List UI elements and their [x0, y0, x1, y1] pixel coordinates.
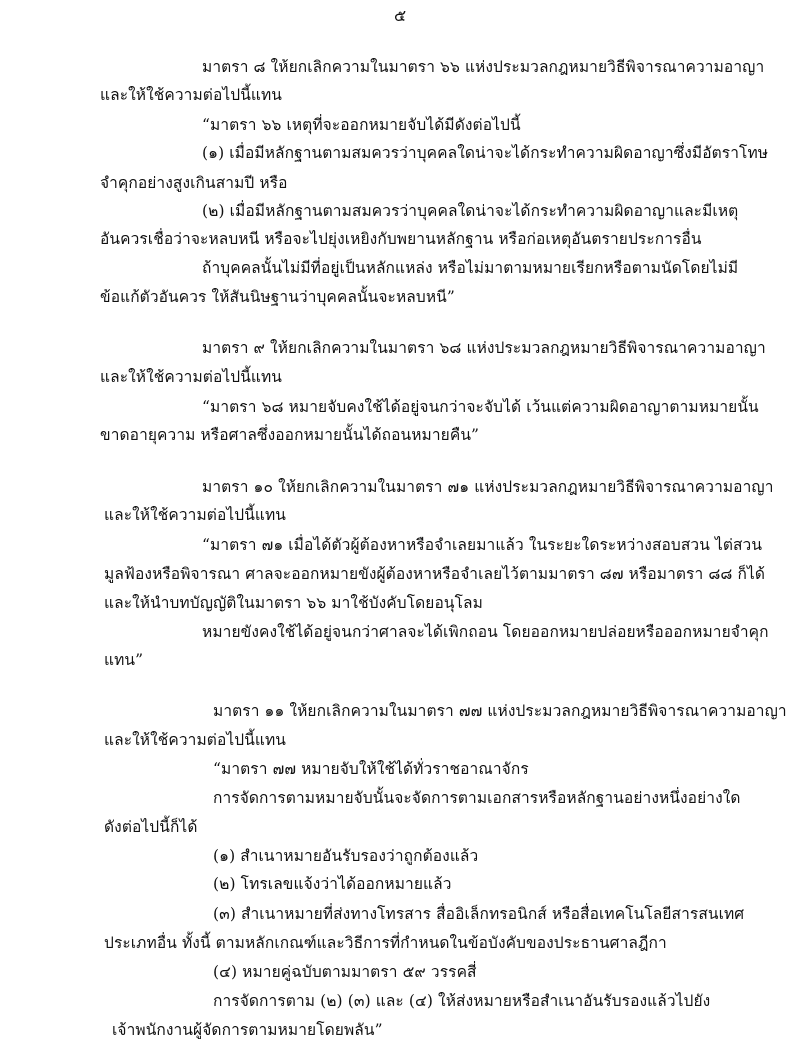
text-line: (๑) เมื่อมีหลักฐานตามสมควรว่าบุคคลใดน่าจะได้กระทำความผิดอาญาซึ่งมีอัตราโทษ [202, 144, 769, 162]
text-line: จำคุกอย่างสูงเกินสามปี หรือ [100, 174, 288, 192]
text-line: เจ้าพนักงานผู้จัดการตามหมายโดยพลัน” [112, 1021, 383, 1039]
text-line: ขาดอายุความ หรือศาลซึ่งออกหมายนั้นได้ถอนหมายคืน” [100, 426, 480, 444]
text-line: และให้ใช้ความต่อไปนี้แทน [104, 731, 286, 749]
text-line: “มาตรา ๗๑ เมื่อได้ตัวผู้ต้องหาหรือจำเลยมาแล้ว ในระยะใดระหว่างสอบสวน ไต่สวน [202, 536, 763, 554]
text-line: อันควรเชื่อว่าจะหลบหนี หรือจะไปยุ่งเหยิงกับพยานหลักฐาน หรือก่อเหตุอันตรายประการอื่น [100, 230, 702, 248]
section-8-heading: มาตรา ๘ ให้ยกเลิกความในมาตรา ๖๖ แห่งประมวลกฎหมายวิธีพิจารณาความอาญา [202, 58, 765, 76]
text-line: และให้นำบทบัญญัติในมาตรา ๖๖ มาใช้บังคับโดยอนุโลม [104, 594, 483, 612]
text-line: (๒) เมื่อมีหลักฐานตามสมควรว่าบุคคลใดน่าจะได้กระทำความผิดอาญาและมีเหตุ [202, 202, 739, 220]
section-11-heading: มาตรา ๑๑ ให้ยกเลิกความในมาตรา ๗๗ แห่งประมวลกฎหมายวิธีพิจารณาความอาญา [213, 702, 787, 720]
text-line: การจัดการตามหมายจับนั้นจะจัดการตามเอกสารหรือหลักฐานอย่างหนึ่งอย่างใด [213, 789, 741, 807]
text-line: ถ้าบุคคลนั้นไม่มีที่อยู่เป็นหลักแหล่ง หรือไม่มาตามหมายเรียกหรือตามนัดโดยไม่มี [202, 259, 739, 277]
text-line: “มาตรา ๖๖ เหตุที่จะออกหมายจับได้มีดังต่อไปนี้ [202, 116, 521, 134]
text-line: และให้ใช้ความต่อไปนี้แทน [100, 86, 282, 104]
text-line: “มาตรา ๖๘ หมายจับคงใช้ได้อยู่จนกว่าจะจับได้ เว้นแต่ความผิดอาญาตามหมายนั้น [202, 398, 759, 416]
text-line: ประเภทอื่น ทั้งนี้ ตามหลักเกณฑ์และวิธีการที่กำหนดในข้อบังคับของประธานศาลฎีกา [104, 934, 667, 952]
text-line: ข้อแก้ตัวอันควร ให้สันนิษฐานว่าบุคคลนั้นจะหลบหนี” [100, 288, 455, 306]
text-line: “มาตรา ๗๗ หมายจับให้ใช้ได้ทั่วราชอาณาจักร [213, 760, 529, 778]
text-line: การจัดการตาม (๒) (๓) และ (๔) ให้ส่งหมายหรือสำเนาอันรับรองแล้วไปยัง [213, 992, 711, 1010]
text-line: แทน” [104, 651, 144, 669]
section-10-heading: มาตรา ๑๐ ให้ยกเลิกความในมาตรา ๗๑ แห่งประมวลกฎหมายวิธีพิจารณาความอาญา [202, 478, 774, 496]
section-9-heading: มาตรา ๙ ให้ยกเลิกความในมาตรา ๖๘ แห่งประมวลกฎหมายวิธีพิจารณาความอาญา [202, 339, 766, 357]
text-line: (๑) สำเนาหมายอันรับรองว่าถูกต้องแล้ว [213, 847, 479, 865]
text-line: และให้ใช้ความต่อไปนี้แทน [104, 506, 286, 524]
text-line: ดังต่อไปนี้ก็ได้ [104, 818, 198, 836]
text-line: (๓) สำเนาหมายที่ส่งทางโทรสาร สื่ออิเล็กทรอนิกส์ หรือสื่อเทคโนโลยีสารสนเทศ [213, 905, 745, 923]
text-line: มูลฟ้องหรือพิจารณา ศาลจะออกหมายขังผู้ต้องหาหรือจำเลยไว้ตามมาตรา ๘๗ หรือมาตรา ๘๘ ก็ได้ [104, 565, 766, 583]
text-line: (๔) หมายคู่ฉบับตามมาตรา ๕๙ วรรคสี่ [213, 963, 477, 981]
page-number: ๕ [393, 6, 407, 25]
text-line: และให้ใช้ความต่อไปนี้แทน [100, 368, 282, 386]
text-line: หมายขังคงใช้ได้อยู่จนกว่าศาลจะได้เพิกถอน โดยออกหมายปล่อยหรือออกหมายจำคุก [202, 623, 769, 641]
text-line: (๒) โทรเลขแจ้งว่าได้ออกหมายแล้ว [213, 875, 452, 893]
